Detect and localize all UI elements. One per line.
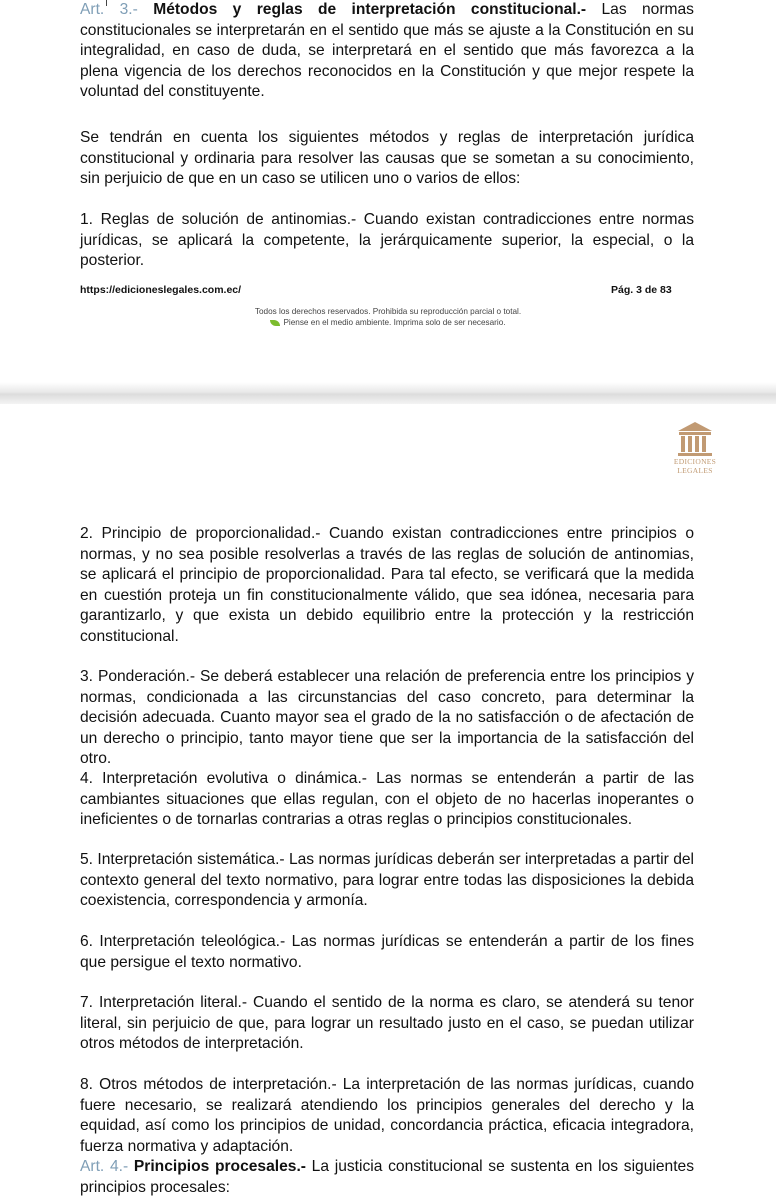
article-4-body: La justicia constitucional se sustenta en los siguientes principios procesales: (80, 1158, 694, 1196)
article-3-paragraph (80, 0, 694, 103)
article-3-title: Métodos y reglas de interpretación constitucional.- (153, 1, 587, 18)
item-7-literal: 7. Interpretación literal.- Cuando el sentido de la norma es claro, se atenderá su tenor literal, sin perjuicio de que, para lograr un resultado justo en el caso, se puedan utilizar otros métodos de interpretación. (80, 994, 694, 1052)
item-1-antinomias: 1. Reglas de solución de antinomias.- Cuando existan contradicciones entre normas jurídicas, se aplicará la competente, la jerárquicamente superior, la especial, o la posterior. (80, 211, 694, 269)
article-4-title: Principios procesales.- (133, 1158, 306, 1175)
page-separator (0, 382, 776, 404)
footer-url: https://edicioneslegales.com.ec/ (80, 284, 242, 296)
article-4-label: Art. 4.- (80, 1158, 129, 1175)
document-page-3 (0, 0, 776, 382)
logo-text-ediciones: EDICIONES (673, 457, 717, 466)
footer-environment-text: Piense en el medio ambiente. Imprima solo de ser necesario. (283, 318, 506, 327)
item-2-proporcionalidad: 2. Principio de proporcionalidad.- Cuando existan contradicciones entre principios o normas, y no sea posible resolverlas a través de las reglas de solución de antinomias, se aplicará el principio de proporcionalidad. Para tal efecto, se verificará que la medida en cuestión proteja un fin constitucionalmente válido, que sea idónea, necesaria para garantizarlo, y que exista un debido equilibrio entre la protección y la restricción constitucional. (80, 525, 694, 645)
item-4-evolutiva: 4. Interpretación evolutiva o dinámica.- Las normas se entenderán a partir de las cambiantes situaciones que ellas regulan, con el objeto de no hacerlas inoperantes o ineficientes o de tornarlas contrarias a otras reglas o principios constitucionales. (80, 770, 694, 828)
item-6-teleologica: 6. Interpretación teleológica.- Las normas jurídicas se entenderán a partir de los fines que persigue el texto normativo. (80, 933, 694, 971)
article-4-paragraph (80, 1157, 694, 1198)
building-columns-icon (676, 420, 714, 458)
leaf-icon (270, 320, 280, 326)
logo-text-legales: LEGALES (677, 465, 713, 475)
item-5-sistematica: 5. Interpretación sistemática.- Las normas jurídicas deberán ser interpretadas a partir del contexto general del texto normativo, para lograr entre todas las disposiciones la debida coexistencia, correspondencia y armonía. (80, 851, 694, 909)
article-3-body: Las normas constitucionales se interpretarán en el sentido que más se ajuste a la Constitución en su integralidad, en caso de duda, se interpretará en el sentido que más favorezca a la plena vigencia de los derechos reconocidos en la Constitución y que mejor respete la voluntad del constituyente. (80, 1, 694, 100)
item-3-ponderacion: 3. Ponderación.- Se deberá establecer una relación de preferencia entre los principios y normas, condicionada a las circunstancias del caso concreto, para determinar la decisión adecuada. Cuanto mayor sea el grado de la no satisfacción o de afectación de un derecho o principio, tanto mayor tiene que ser la importancia de la satisfacción del otro. (80, 668, 694, 767)
ediciones-legales-logo (664, 420, 726, 490)
footer-environment (0, 318, 776, 327)
footer-page-number: Pág. 3 de 83 (611, 284, 672, 296)
footer-rights: Todos los derechos reservados. Prohibida su reproducción parcial o total. (254, 307, 522, 316)
methods-intro-paragraph: Se tendrán en cuenta los siguientes métodos y reglas de interpretación jurídica constitucional y ordinaria para resolver las causas que se sometan a su conocimiento, sin perjuicio de que en un caso se utilicen uno o varios de ellos: (80, 129, 694, 187)
article-3-label: Art. 3.- (80, 1, 138, 18)
item-8-otros-metodos: 8. Otros métodos de interpretación.- La interpretación de las normas jurídicas, cuando fuere necesario, se realizará atendiendo los principios generales del derecho y la equidad, así como los principios de unidad, concordancia práctica, eficacia integradora, fuerza normativa y adaptación. (80, 1076, 694, 1155)
